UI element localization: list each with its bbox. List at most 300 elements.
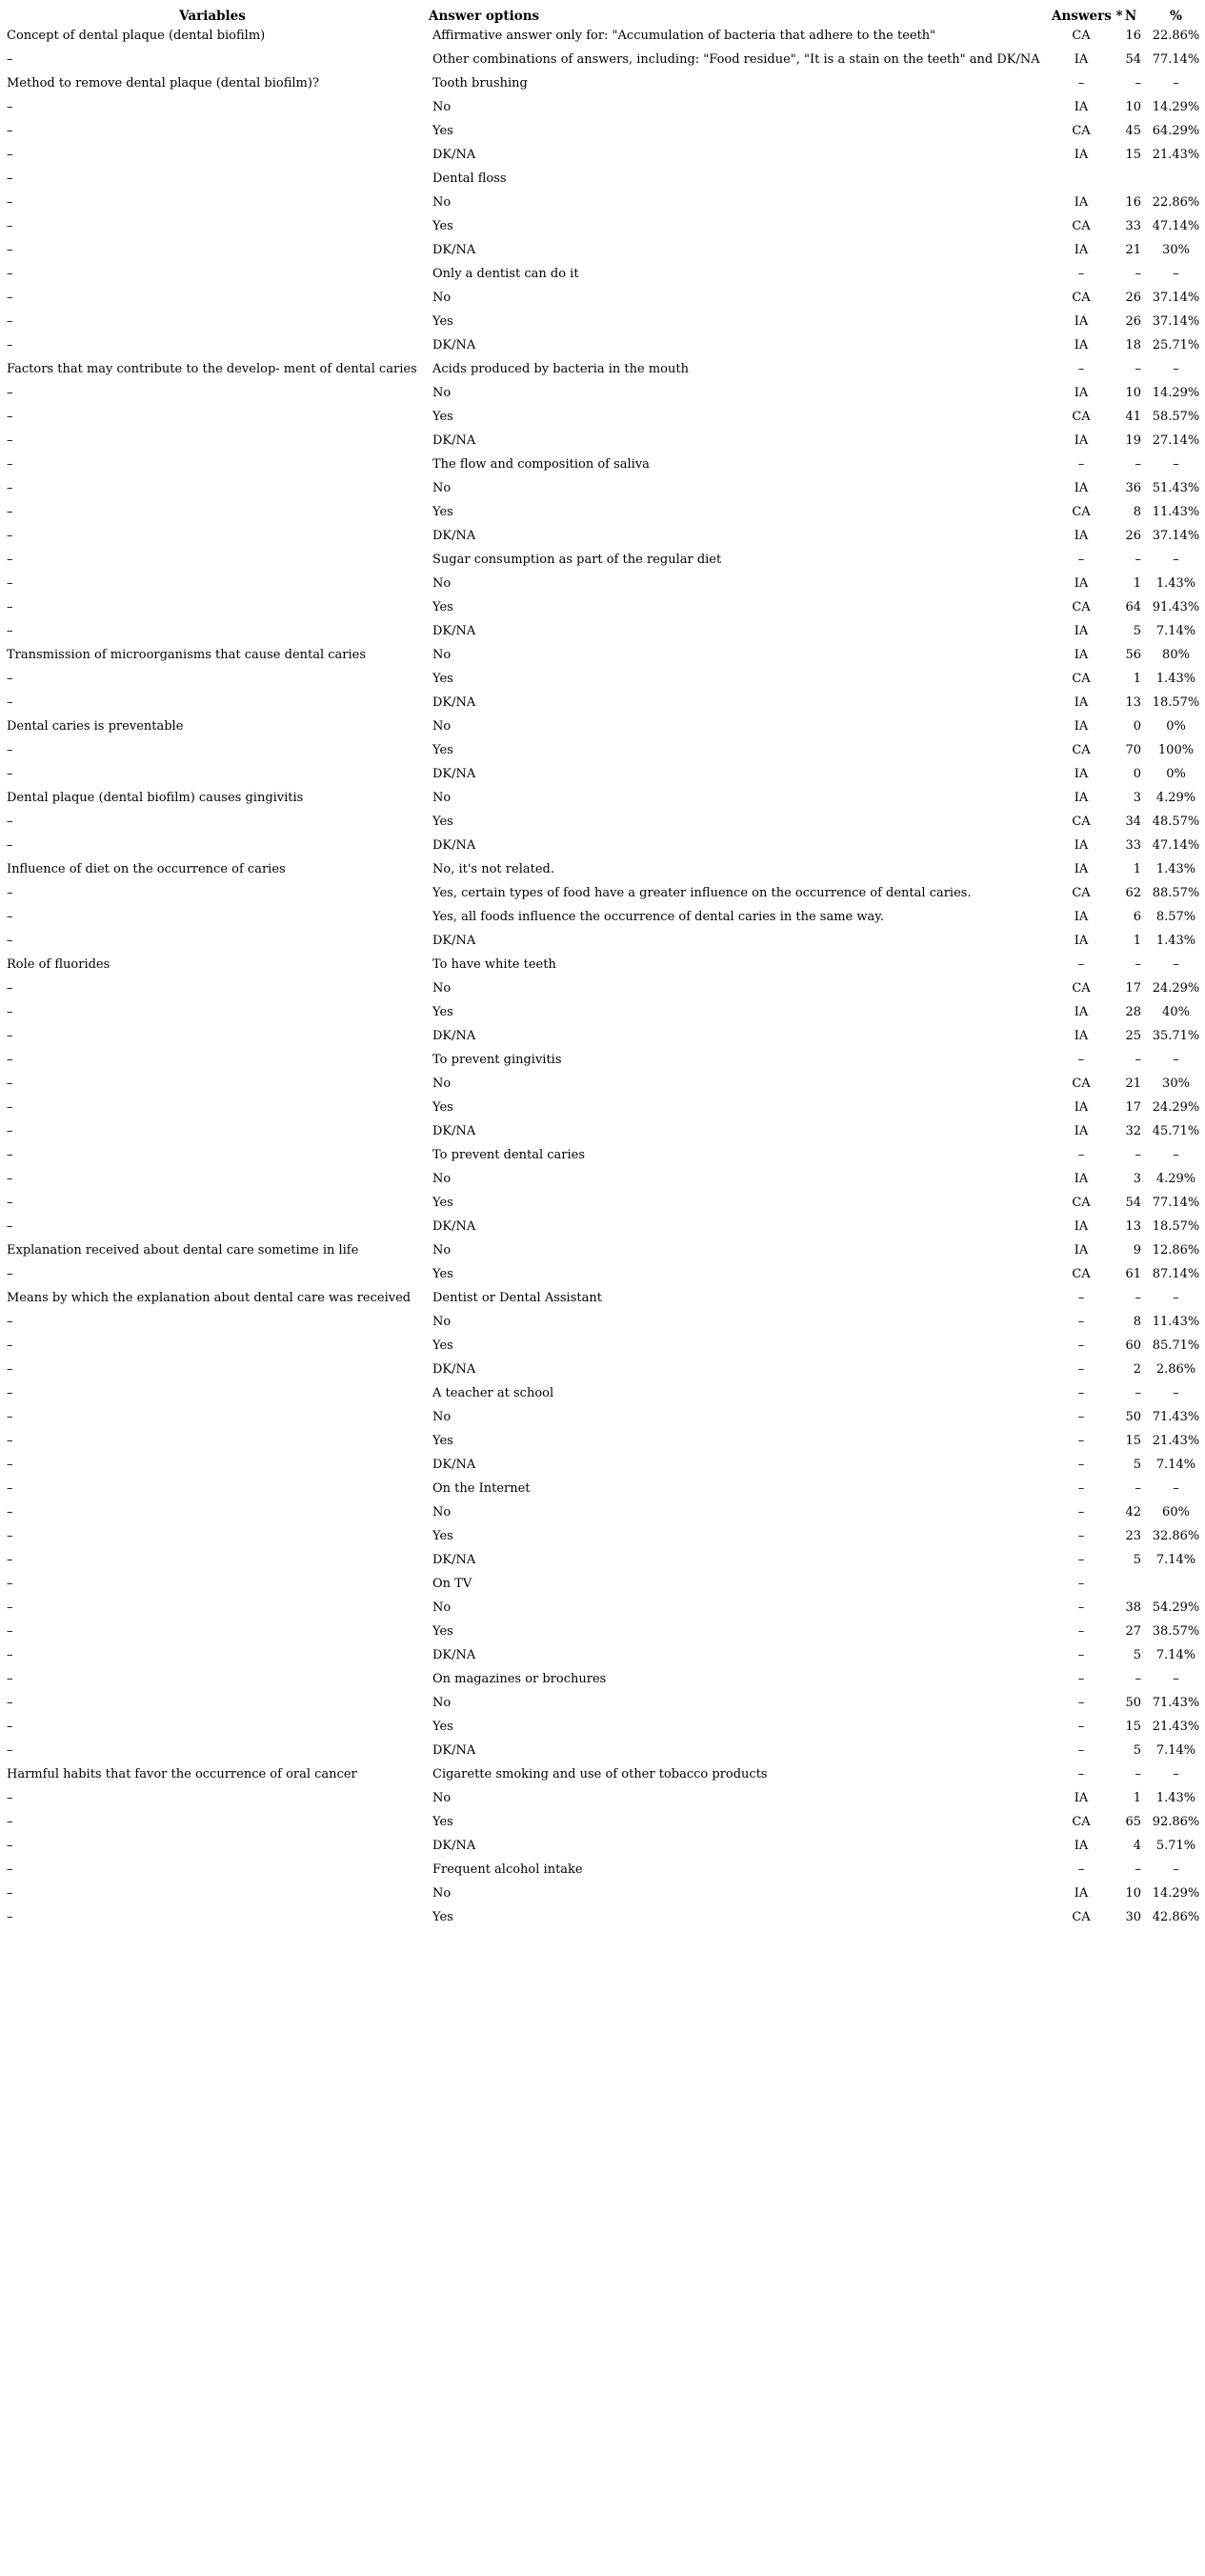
cell-answer-code: CA xyxy=(1072,1077,1091,1091)
cell-answer-option: No xyxy=(432,1886,452,1901)
table-row xyxy=(0,1529,1205,1553)
cell-variable: – xyxy=(7,457,13,472)
cell-percent: 0% xyxy=(1166,767,1186,781)
cell-answer-code: IA xyxy=(1074,695,1089,710)
cell-answer-code: IA xyxy=(1074,910,1089,924)
cell-n: – xyxy=(1135,1386,1141,1400)
cell-answer-option: DK/NA xyxy=(432,1743,476,1758)
table-row xyxy=(0,791,1205,815)
cell-answer-code: – xyxy=(1077,1767,1085,1781)
cell-percent: 60% xyxy=(1162,1505,1190,1519)
cell-n: 41 xyxy=(1125,410,1141,424)
table-row xyxy=(0,1100,1205,1124)
cell-answer-code: IA xyxy=(1074,1172,1089,1186)
cell-answer-option: Yes xyxy=(432,219,453,233)
cell-answer-code: IA xyxy=(1074,624,1089,638)
cell-variable: – xyxy=(7,1172,13,1186)
cell-answer-option: No xyxy=(432,576,452,591)
cell-n: 16 xyxy=(1125,195,1141,210)
cell-variable: – xyxy=(7,1458,13,1472)
cell-answer-option: On TV xyxy=(432,1577,472,1591)
cell-n: 34 xyxy=(1125,815,1141,829)
cell-variable: – xyxy=(7,838,13,853)
table-row xyxy=(0,1196,1205,1219)
cell-n xyxy=(1115,1577,1147,1600)
table-row xyxy=(0,386,1205,410)
cell-n: 1 xyxy=(1133,576,1141,591)
cell-n: – xyxy=(1135,1481,1141,1496)
cell-variable: – xyxy=(7,886,13,900)
cell-percent: – xyxy=(1173,1481,1179,1496)
cell-answer-code: CA xyxy=(1072,1910,1091,1924)
results-table xyxy=(0,8,1205,1934)
cell-answer-code: IA xyxy=(1074,100,1089,114)
cell-variable: – xyxy=(7,553,13,567)
header-n: N xyxy=(1124,9,1137,24)
cell-answer-code: IA xyxy=(1074,1029,1089,1043)
cell-percent: 92.86% xyxy=(1152,1815,1200,1829)
cell-answer-option: No xyxy=(432,1696,452,1710)
cell-n: 56 xyxy=(1125,648,1141,662)
cell-variable: – xyxy=(7,1362,13,1377)
cell-answer-option: Yes xyxy=(432,672,453,686)
table-row xyxy=(0,1600,1205,1624)
table-row xyxy=(0,1124,1205,1148)
cell-variable: – xyxy=(7,171,13,186)
cell-variable: – xyxy=(7,1577,13,1591)
cell-percent: – xyxy=(1173,76,1179,91)
table-body xyxy=(0,29,1205,1934)
cell-answer-option: DK/NA xyxy=(432,934,476,948)
cell-percent: – xyxy=(1173,1386,1179,1400)
cell-variable: – xyxy=(7,386,13,400)
cell-variable: – xyxy=(7,1862,13,1877)
cell-variable: – xyxy=(7,624,13,638)
cell-n: 17 xyxy=(1125,1100,1141,1115)
cell-variable: – xyxy=(7,1338,13,1353)
cell-n: – xyxy=(1135,1767,1141,1781)
cell-n: 5 xyxy=(1133,624,1141,638)
table-row xyxy=(0,1839,1205,1862)
table-row xyxy=(0,1672,1205,1696)
cell-variable: Dental plaque (dental biofilm) causes gingivitis xyxy=(7,791,304,805)
cell-answer-option: No xyxy=(432,719,452,734)
cell-percent: 37.14% xyxy=(1152,291,1200,305)
cell-percent: 24.29% xyxy=(1152,981,1200,996)
cell-percent: 85.71% xyxy=(1152,1338,1200,1353)
cell-answer-option: DK/NA xyxy=(432,1362,476,1377)
table-row xyxy=(0,886,1205,910)
cell-answer-option: Yes xyxy=(432,1267,453,1281)
cell-n: 1 xyxy=(1133,1791,1141,1805)
cell-variable: Factors that may contribute to the develop- ment of dental caries xyxy=(7,362,417,376)
table-row xyxy=(0,267,1205,291)
table-row xyxy=(0,1505,1205,1529)
table-row xyxy=(0,1910,1205,1934)
cell-percent: 11.43% xyxy=(1152,1315,1200,1329)
table-row xyxy=(0,1291,1205,1315)
table-row xyxy=(0,148,1205,171)
cell-n: 17 xyxy=(1125,981,1141,996)
cell-n: 15 xyxy=(1125,148,1141,162)
cell-answer-option: Yes xyxy=(432,1434,453,1448)
cell-variable: – xyxy=(7,1743,13,1758)
cell-n: 6 xyxy=(1133,910,1141,924)
cell-variable: – xyxy=(7,743,13,757)
table-row xyxy=(0,243,1205,267)
table-row xyxy=(0,124,1205,148)
cell-answer-option: No xyxy=(432,648,452,662)
cell-variable: – xyxy=(7,1624,13,1639)
cell-answer-option: Yes, all foods influence the occurrence of dental caries in the same way. xyxy=(432,910,885,924)
table-row xyxy=(0,1577,1205,1600)
cell-variable: – xyxy=(7,1529,13,1543)
cell-n: 3 xyxy=(1133,1172,1141,1186)
cell-percent: 8.57% xyxy=(1155,910,1196,924)
cell-percent: 35.71% xyxy=(1152,1029,1200,1043)
header-percent: % xyxy=(1170,9,1182,24)
cell-variable: – xyxy=(7,505,13,519)
cell-answer-option: Yes xyxy=(432,815,453,829)
cell-answer-code: CA xyxy=(1072,743,1091,757)
cell-answer-option: Yes xyxy=(432,600,453,614)
table-row xyxy=(0,1410,1205,1434)
cell-percent: – xyxy=(1173,267,1179,281)
cell-answer-code: IA xyxy=(1074,338,1089,352)
cell-answer-code: CA xyxy=(1072,291,1091,305)
cell-answer-option: DK/NA xyxy=(432,1219,476,1234)
cell-answer-code: – xyxy=(1077,1862,1085,1877)
cell-percent: 27.14% xyxy=(1152,433,1200,448)
cell-n: 5 xyxy=(1133,1648,1141,1662)
table-row xyxy=(0,195,1205,219)
cell-percent: – xyxy=(1173,1291,1179,1305)
cell-n: 1 xyxy=(1133,862,1141,876)
cell-answer-option: To prevent dental caries xyxy=(432,1148,586,1162)
cell-answer-code: – xyxy=(1077,1053,1085,1067)
cell-n: 30 xyxy=(1125,1910,1141,1924)
table-row xyxy=(0,1386,1205,1410)
cell-variable: – xyxy=(7,576,13,591)
cell-answer-code: – xyxy=(1077,553,1085,567)
cell-n: 45 xyxy=(1125,124,1141,138)
cell-answer-option: DK/NA xyxy=(432,1553,476,1567)
cell-variable: – xyxy=(7,1505,13,1519)
cell-answer-code: IA xyxy=(1074,576,1089,591)
cell-percent: 37.14% xyxy=(1152,314,1200,329)
cell-percent: – xyxy=(1173,1862,1179,1877)
cell-percent: 100% xyxy=(1157,743,1195,757)
cell-variable: – xyxy=(7,672,13,686)
cell-answer-code: IA xyxy=(1074,1219,1089,1234)
cell-answer-option: No xyxy=(432,1243,452,1258)
cell-n: 50 xyxy=(1125,1410,1141,1424)
cell-answer-code: – xyxy=(1077,1624,1085,1639)
cell-variable: – xyxy=(7,1815,13,1829)
cell-variable: – xyxy=(7,1219,13,1234)
cell-n: 26 xyxy=(1125,314,1141,329)
cell-answer-option: No xyxy=(432,195,452,210)
cell-percent: 2.86% xyxy=(1155,1362,1196,1377)
cell-n: – xyxy=(1135,957,1141,972)
cell-answer-code: – xyxy=(1077,1600,1085,1615)
table-row xyxy=(0,1434,1205,1458)
cell-percent: – xyxy=(1173,957,1179,972)
table-row xyxy=(0,648,1205,672)
cell-percent: 77.14% xyxy=(1152,1196,1200,1210)
cell-variable: – xyxy=(7,1148,13,1162)
cell-answer-option: DK/NA xyxy=(432,767,476,781)
cell-answer-option: Cigarette smoking and use of other tobacco products xyxy=(432,1767,768,1781)
cell-percent xyxy=(1147,1577,1205,1600)
cell-answer-code: IA xyxy=(1074,791,1089,805)
cell-answer-code: – xyxy=(1077,1553,1085,1567)
cell-answer-code: CA xyxy=(1072,410,1091,424)
cell-percent: 7.14% xyxy=(1155,1553,1196,1567)
cell-n: 54 xyxy=(1125,52,1141,67)
cell-answer-code: – xyxy=(1077,1672,1085,1686)
cell-n: 5 xyxy=(1133,1458,1141,1472)
cell-answer-code: – xyxy=(1077,1148,1085,1162)
table-row xyxy=(0,862,1205,886)
table-row xyxy=(0,1315,1205,1338)
table-row xyxy=(0,1243,1205,1267)
cell-answer-option: Tooth brushing xyxy=(432,76,528,91)
table-row xyxy=(0,1172,1205,1196)
cell-percent: 1.43% xyxy=(1155,1791,1196,1805)
table-row xyxy=(0,1791,1205,1815)
cell-variable: – xyxy=(7,481,13,495)
cell-n: 1 xyxy=(1133,672,1141,686)
cell-answer-option: Yes xyxy=(432,1624,453,1639)
cell-answer-code: IA xyxy=(1074,1243,1089,1258)
cell-answer-code: – xyxy=(1077,1315,1085,1329)
cell-answer-option: Yes xyxy=(432,743,453,757)
table-row xyxy=(0,1029,1205,1053)
cell-answer-code: CA xyxy=(1072,886,1091,900)
cell-percent: – xyxy=(1173,1053,1179,1067)
table-row xyxy=(0,481,1205,505)
cell-answer-option: No xyxy=(432,1172,452,1186)
cell-n: 4 xyxy=(1133,1839,1141,1853)
cell-percent: 38.57% xyxy=(1152,1624,1200,1639)
cell-variable: – xyxy=(7,1600,13,1615)
cell-variable: Explanation received about dental care sometime in life xyxy=(7,1243,359,1258)
cell-variable: – xyxy=(7,1267,13,1281)
cell-answer-option: DK/NA xyxy=(432,1029,476,1043)
cell-percent: 80% xyxy=(1162,648,1190,662)
cell-answer-option: Dental floss xyxy=(432,171,507,186)
cell-n: – xyxy=(1135,553,1141,567)
cell-answer-option: No xyxy=(432,291,452,305)
table-row xyxy=(0,1458,1205,1481)
cell-answer-option: DK/NA xyxy=(432,1648,476,1662)
cell-n: 26 xyxy=(1125,529,1141,543)
cell-n: 10 xyxy=(1125,386,1141,400)
cell-n: – xyxy=(1135,1672,1141,1686)
table-row xyxy=(0,957,1205,981)
cell-n: 5 xyxy=(1133,1553,1141,1567)
cell-variable: – xyxy=(7,1910,13,1924)
cell-answer-option: DK/NA xyxy=(432,1124,476,1138)
cell-percent: 21.43% xyxy=(1152,148,1200,162)
cell-n: – xyxy=(1135,76,1141,91)
cell-percent: 22.86% xyxy=(1152,195,1200,210)
table-row xyxy=(0,695,1205,719)
cell-answer-code: IA xyxy=(1074,243,1089,257)
cell-variable: – xyxy=(7,195,13,210)
cell-answer-option: Only a dentist can do it xyxy=(432,267,579,281)
cell-n: 8 xyxy=(1133,1315,1141,1329)
cell-answer-code: CA xyxy=(1072,1815,1091,1829)
cell-n: 15 xyxy=(1125,1434,1141,1448)
cell-percent: 48.57% xyxy=(1152,815,1200,829)
header-variables: Variables xyxy=(179,9,246,24)
cell-answer-code: IA xyxy=(1074,1839,1089,1853)
cell-answer-code: – xyxy=(1077,1577,1085,1591)
cell-variable: – xyxy=(7,767,13,781)
cell-variable: – xyxy=(7,1196,13,1210)
table-row xyxy=(0,529,1205,553)
cell-n: 42 xyxy=(1125,1505,1141,1519)
cell-n: – xyxy=(1135,1148,1141,1162)
cell-answer-option: On magazines or brochures xyxy=(432,1672,607,1686)
cell-answer-code: – xyxy=(1077,1529,1085,1543)
table-row xyxy=(0,1886,1205,1910)
table-row xyxy=(0,1267,1205,1291)
table-row xyxy=(0,934,1205,957)
cell-answer-code: IA xyxy=(1074,529,1089,543)
table-row xyxy=(0,624,1205,648)
cell-n: 33 xyxy=(1125,838,1141,853)
cell-percent: 30% xyxy=(1162,1077,1190,1091)
cell-percent xyxy=(1147,171,1205,195)
cell-percent: 1.43% xyxy=(1155,862,1196,876)
cell-answer-option: Other combinations of answers, including: "Food residue", "It is a stain on the teeth" and DK/NA xyxy=(432,52,1040,67)
cell-n: 2 xyxy=(1133,1362,1141,1377)
table-row xyxy=(0,1767,1205,1791)
cell-percent: 47.14% xyxy=(1152,838,1200,853)
cell-percent: 1.43% xyxy=(1155,934,1196,948)
cell-n: 38 xyxy=(1125,1600,1141,1615)
table-row xyxy=(0,100,1205,124)
header-answer-options: Answer options xyxy=(429,9,540,24)
cell-answer-code: IA xyxy=(1074,719,1089,734)
table-header xyxy=(0,8,1205,29)
cell-variable: Method to remove dental plaque (dental biofilm)? xyxy=(7,76,319,91)
cell-variable: – xyxy=(7,243,13,257)
cell-variable: – xyxy=(7,410,13,424)
table-row xyxy=(0,338,1205,362)
cell-answer-option: DK/NA xyxy=(432,243,476,257)
table-row xyxy=(0,815,1205,838)
cell-percent: – xyxy=(1173,1148,1179,1162)
cell-percent: 7.14% xyxy=(1155,1743,1196,1758)
cell-percent: 51.43% xyxy=(1152,481,1200,495)
cell-variable: – xyxy=(7,1386,13,1400)
cell-variable: – xyxy=(7,1315,13,1329)
cell-answer-code: IA xyxy=(1074,314,1089,329)
cell-percent: 64.29% xyxy=(1152,124,1200,138)
cell-answer-option: Yes xyxy=(432,1815,453,1829)
cell-answer-option: Yes xyxy=(432,314,453,329)
cell-n: 10 xyxy=(1125,100,1141,114)
cell-answer-code: – xyxy=(1077,1434,1085,1448)
cell-variable: – xyxy=(7,1791,13,1805)
cell-percent: – xyxy=(1173,1767,1179,1781)
cell-variable: – xyxy=(7,1410,13,1424)
cell-variable: – xyxy=(7,1434,13,1448)
cell-answer-code: – xyxy=(1077,957,1085,972)
cell-answer-option: Yes xyxy=(432,1100,453,1115)
table-row xyxy=(0,672,1205,695)
table-row xyxy=(0,1077,1205,1100)
cell-variable: – xyxy=(7,981,13,996)
cell-answer-code: IA xyxy=(1074,767,1089,781)
cell-variable: – xyxy=(7,600,13,614)
cell-variable: – xyxy=(7,1696,13,1710)
cell-n: 62 xyxy=(1125,886,1141,900)
cell-answer-code: CA xyxy=(1072,815,1091,829)
cell-variable: – xyxy=(7,695,13,710)
cell-variable: – xyxy=(7,1553,13,1567)
table-row xyxy=(0,410,1205,433)
cell-n: – xyxy=(1135,457,1141,472)
cell-percent: – xyxy=(1173,457,1179,472)
cell-variable: – xyxy=(7,1077,13,1091)
cell-answer-code: CA xyxy=(1072,672,1091,686)
cell-answer-option: To prevent gingivitis xyxy=(432,1053,562,1067)
cell-answer-code: CA xyxy=(1072,124,1091,138)
cell-n: 50 xyxy=(1125,1696,1141,1710)
cell-variable: – xyxy=(7,1029,13,1043)
cell-variable: Means by which the explanation about dental care was received xyxy=(7,1291,412,1305)
cell-answer-code: IA xyxy=(1074,52,1089,67)
cell-answer-option: No xyxy=(432,1410,452,1424)
table-row xyxy=(0,1648,1205,1672)
cell-n: 27 xyxy=(1125,1624,1141,1639)
cell-variable: Role of fluorides xyxy=(7,957,110,972)
table-row xyxy=(0,76,1205,100)
cell-variable: – xyxy=(7,815,13,829)
cell-answer-option: No xyxy=(432,1600,452,1615)
cell-n: – xyxy=(1135,1291,1141,1305)
cell-answer-code: – xyxy=(1077,1338,1085,1353)
cell-n: 26 xyxy=(1125,291,1141,305)
cell-answer-code: IA xyxy=(1074,1886,1089,1901)
cell-answer-option: Dentist or Dental Assistant xyxy=(432,1291,602,1305)
table-row xyxy=(0,29,1205,52)
cell-answer-code: IA xyxy=(1074,386,1089,400)
cell-variable: – xyxy=(7,1100,13,1115)
cell-n: 21 xyxy=(1125,243,1141,257)
cell-answer-option: No xyxy=(432,386,452,400)
cell-answer-option: DK/NA xyxy=(432,695,476,710)
cell-percent: 18.57% xyxy=(1152,1219,1200,1234)
cell-percent: 37.14% xyxy=(1152,529,1200,543)
cell-answer-option: Yes, certain types of food have a greater influence on the occurrence of dental caries. xyxy=(432,886,972,900)
cell-n: 8 xyxy=(1133,505,1141,519)
cell-answer-option: Yes xyxy=(432,1196,453,1210)
cell-variable: – xyxy=(7,148,13,162)
cell-variable: – xyxy=(7,1672,13,1686)
table-row xyxy=(0,1481,1205,1505)
cell-percent: – xyxy=(1173,362,1179,376)
cell-variable: – xyxy=(7,219,13,233)
cell-answer-code: CA xyxy=(1072,219,1091,233)
table-row xyxy=(0,1338,1205,1362)
cell-answer-code: – xyxy=(1077,1743,1085,1758)
